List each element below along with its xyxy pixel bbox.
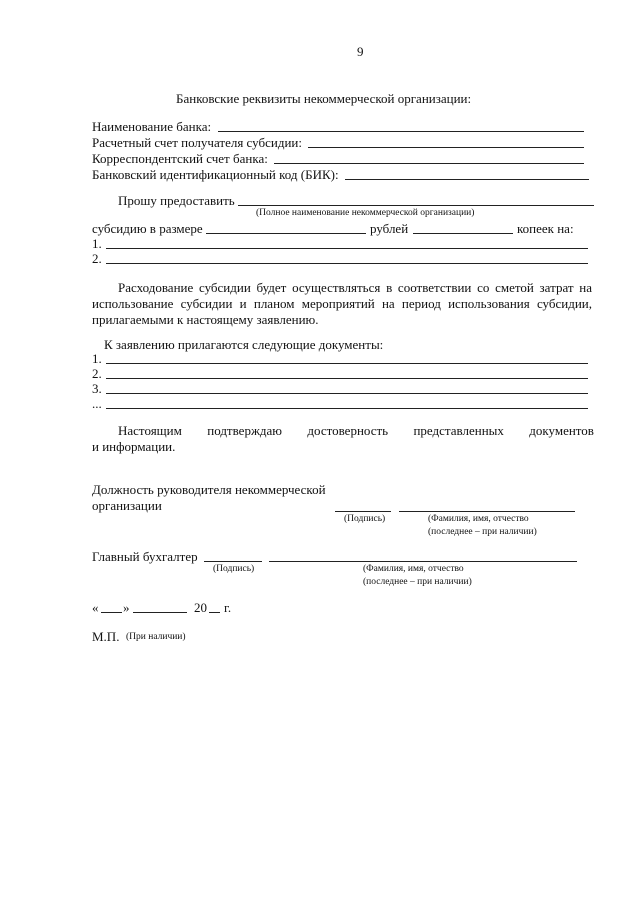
rubles-label: рублей [370,221,409,236]
page-number: 9 [357,44,364,59]
head-signature-field[interactable] [335,511,391,512]
bank-name-field[interactable] [218,131,584,132]
attachment-item-number: ... [92,396,102,411]
date-year-suffix: г. [224,600,232,615]
head-title-line-2: организации [92,498,162,513]
correspondent-account-label: Корреспондентский счет банка: [92,151,268,166]
bank-details-heading: Банковские реквизиты некоммерческой организации: [176,91,472,106]
organization-name-field[interactable] [238,205,594,206]
accountant-title: Главный бухгалтер [92,549,198,564]
spending-paragraph: Расходование субсидии будет осуществляться в соответствии со сметой затрат на использование субсидии и планом мероприятий на период использования субсидии, прилагаемыми к настоящему заявлению. [92,280,592,327]
purpose-item-number: 2. [92,251,102,266]
accountant-signature-field[interactable] [204,561,262,562]
bank-name-label: Наименование банка: [92,119,212,134]
head-signature-hint: (Подпись) [344,514,386,524]
date-quote-close: » [123,600,130,615]
attachment-item-field[interactable] [106,363,588,364]
subsidy-rubles-field[interactable] [206,233,366,234]
organization-name-hint: (Полное наименование некоммерческой организации) [256,208,475,218]
stamp-hint: (При наличии) [126,632,186,642]
head-name-hint-1: (Фамилия, имя, отчество [428,514,529,524]
date-year-field[interactable] [209,612,220,613]
settlement-account-field[interactable] [308,147,584,148]
bik-label: Банковский идентификационный код (БИК): [92,167,339,182]
request-prefix: Прошу предоставить [118,193,235,208]
confirmation-word: представленных [413,423,504,438]
accountant-name-field[interactable] [269,561,577,562]
attachment-item-field[interactable] [106,378,588,379]
attachment-item-number: 1. [92,351,102,366]
subsidy-amount-label: субсидию в размере [92,221,203,236]
correspondent-account-field[interactable] [274,163,584,164]
confirmation-word: документов [529,423,594,438]
attachments-intro: К заявлению прилагаются следующие документы: [104,337,384,352]
accountant-name-hint-1: (Фамилия, имя, отчество [363,564,464,574]
purpose-item-field[interactable] [106,263,588,264]
bik-field[interactable] [345,179,589,180]
purpose-item-field[interactable] [106,248,588,249]
accountant-signature-hint: (Подпись) [213,564,255,574]
confirmation-word: Настоящим [118,423,182,438]
date-month-field[interactable] [133,612,187,613]
stamp-label: М.П. [92,629,120,644]
date-year-prefix: 20 [194,600,207,615]
head-name-hint-2: (последнее – при наличии) [428,527,537,537]
attachment-item-field[interactable] [106,393,588,394]
settlement-account-label: Расчетный счет получателя субсидии: [92,135,302,150]
attachment-item-field[interactable] [106,408,588,409]
head-title-line-1: Должность руководителя некоммерческой [92,482,326,497]
date-day-field[interactable] [101,612,122,613]
kopecks-label: копеек на: [517,221,574,236]
confirmation-word: достоверность [307,423,389,438]
subsidy-kopecks-field[interactable] [413,233,513,234]
confirmation-line-2: и информации. [92,439,176,454]
attachment-item-number: 2. [92,366,102,381]
confirmation-word: подтверждаю [207,423,283,438]
attachment-item-number: 3. [92,381,102,396]
purpose-item-number: 1. [92,236,102,251]
accountant-name-hint-2: (последнее – при наличии) [363,577,472,587]
date-quote-open: « [92,600,99,615]
head-name-field[interactable] [399,511,575,512]
